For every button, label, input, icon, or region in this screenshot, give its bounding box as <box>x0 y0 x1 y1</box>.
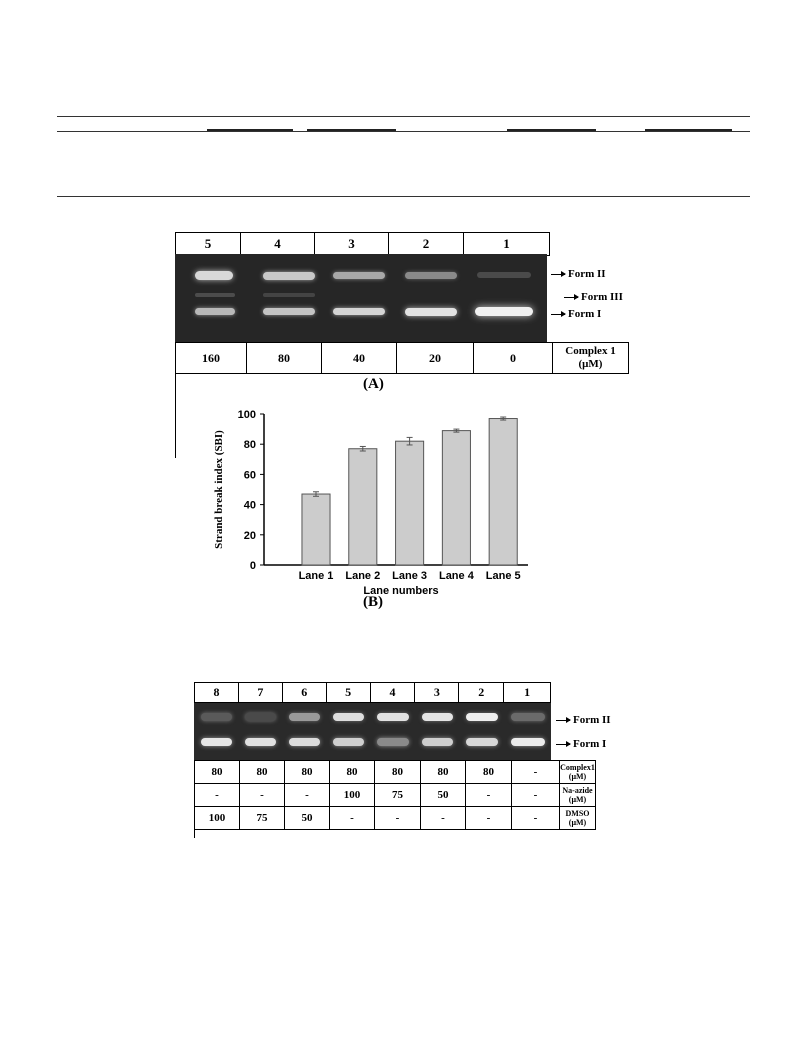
gel-c-treatment-table <box>194 760 596 830</box>
concentration-label: Complex 1 (μM) <box>565 345 616 370</box>
table-cell: 100 <box>330 784 375 807</box>
band-form-ii <box>245 713 276 721</box>
gel-a-image <box>175 254 547 342</box>
table-cell: 80 <box>240 761 285 784</box>
lane-number: 1 <box>504 683 551 703</box>
band-form-ii <box>195 271 233 280</box>
lane-number: 5 <box>326 683 370 703</box>
lane-number: 1 <box>503 236 510 251</box>
y-tick-label: 40 <box>243 499 256 512</box>
band-form-ii <box>333 272 385 279</box>
band-form-i <box>333 308 385 315</box>
row-label: Complex1 (μM) <box>560 761 596 784</box>
table-row <box>195 761 596 784</box>
table-cell: - <box>330 807 375 830</box>
column-rule-1 <box>207 129 293 131</box>
band-form-ii <box>405 272 457 279</box>
gel-c-lane-header <box>194 682 551 703</box>
band-form-i <box>245 738 276 746</box>
table-cell: 50 <box>285 807 330 830</box>
form-iii-label: Form III <box>564 291 623 303</box>
lane-number: 5 <box>176 233 241 255</box>
bar <box>302 494 330 565</box>
y-tick-label: 20 <box>243 529 256 542</box>
section-rule <box>57 196 750 197</box>
x-axis-label: Lane numbers <box>363 585 439 597</box>
gel-c-left-line <box>194 828 195 838</box>
band-form-i <box>405 308 457 316</box>
band-form-i <box>377 738 409 746</box>
band-form-i <box>263 308 315 315</box>
band-form-ii <box>289 713 320 721</box>
table-cell: - <box>375 807 421 830</box>
x-tick-label: Lane 5 <box>485 570 521 582</box>
gel-a-concentration-row <box>175 342 629 374</box>
gel-c-image <box>194 703 551 760</box>
top-rule <box>57 116 750 117</box>
row-label: Na-azide (μM) <box>560 784 596 807</box>
table-cell: - <box>512 784 560 807</box>
lane-number: 3 <box>315 233 389 255</box>
arrow-icon <box>556 744 570 745</box>
band-form-ii <box>511 713 545 721</box>
form-i-label: Form I <box>556 738 606 750</box>
band-form-ii <box>263 272 315 280</box>
arrow-icon <box>551 274 565 275</box>
table-cell: - <box>466 807 512 830</box>
bar <box>396 441 424 565</box>
table-row <box>195 784 596 807</box>
concentration-value: 0 <box>474 343 553 373</box>
form-ii-label: Form II <box>551 268 606 280</box>
panel-label-a: (A) <box>363 376 384 392</box>
gel-a-lane-header <box>175 232 550 256</box>
lane-number: 2 <box>389 233 464 255</box>
band-form-ii <box>477 272 531 278</box>
x-tick-label: Lane 3 <box>392 570 428 582</box>
table-cell: - <box>512 761 560 784</box>
lane-number: 4 <box>370 683 415 703</box>
column-rule-4 <box>645 129 732 131</box>
arrow-icon <box>556 720 570 721</box>
table-cell: - <box>512 807 560 830</box>
form-i-label: Form I <box>551 308 601 320</box>
table-cell: 80 <box>375 761 421 784</box>
table-cell: - <box>466 784 512 807</box>
band-form-ii <box>422 713 453 721</box>
gel-a-left-line <box>175 372 176 458</box>
concentration-value: 40 <box>322 343 397 373</box>
form-ii-label: Form II <box>556 714 611 726</box>
table-cell: 75 <box>375 784 421 807</box>
band-form-ii <box>333 713 364 721</box>
band-form-i <box>289 738 320 746</box>
column-rule-2 <box>307 129 396 131</box>
band-form-i <box>333 738 364 746</box>
table-cell: 80 <box>195 761 240 784</box>
lane-number: 8 <box>195 683 239 703</box>
lane-number: 4 <box>241 233 315 255</box>
band-form-i <box>195 308 235 315</box>
band-form-ii <box>377 713 409 721</box>
table-cell: 80 <box>285 761 330 784</box>
lane-number: 2 <box>459 683 504 703</box>
x-tick-label: Lane 4 <box>438 570 474 582</box>
concentration-value: 160 <box>176 343 247 373</box>
y-tick-label: 100 <box>237 409 256 421</box>
panel-label-b: (B) <box>363 594 383 610</box>
table-cell: - <box>421 807 466 830</box>
bar <box>442 431 470 565</box>
concentration-value: 80 <box>247 343 322 373</box>
lane-number: 7 <box>238 683 282 703</box>
arrow-icon <box>564 297 578 298</box>
band-form-i <box>422 738 453 746</box>
band-form-ii <box>201 713 232 721</box>
table-cell: 75 <box>240 807 285 830</box>
band-form-i <box>466 738 498 746</box>
table-cell: 80 <box>466 761 512 784</box>
bar <box>349 449 377 565</box>
table-cell: 50 <box>421 784 466 807</box>
y-axis-label: Strand break index (SBI) <box>213 430 225 549</box>
sbi-bar-chart <box>200 402 540 607</box>
arrow-icon <box>551 314 565 315</box>
bar <box>489 419 517 565</box>
y-tick-label: 80 <box>243 439 256 452</box>
table-cell: 80 <box>421 761 466 784</box>
band-form-i <box>475 307 533 316</box>
table-row <box>195 807 596 830</box>
table-cell: - <box>195 784 240 807</box>
top-rule-2 <box>57 131 750 132</box>
concentration-value: 20 <box>397 343 474 373</box>
table-cell: - <box>285 784 330 807</box>
band-form-iii <box>195 293 235 297</box>
row-label: DMSO (μM) <box>560 807 596 830</box>
band-form-ii <box>466 713 498 721</box>
table-cell: 100 <box>195 807 240 830</box>
band-form-i <box>511 738 545 746</box>
lane-number: 3 <box>415 683 459 703</box>
column-rule-3 <box>507 129 596 131</box>
band-form-i <box>201 738 232 746</box>
table-cell: - <box>240 784 285 807</box>
lane-number: 6 <box>282 683 326 703</box>
table-cell: 80 <box>330 761 375 784</box>
x-tick-label: Lane 1 <box>298 570 334 582</box>
y-tick-label: 0 <box>249 560 256 572</box>
band-form-iii <box>263 293 315 297</box>
y-tick-label: 60 <box>243 469 256 482</box>
x-tick-label: Lane 2 <box>345 570 381 582</box>
